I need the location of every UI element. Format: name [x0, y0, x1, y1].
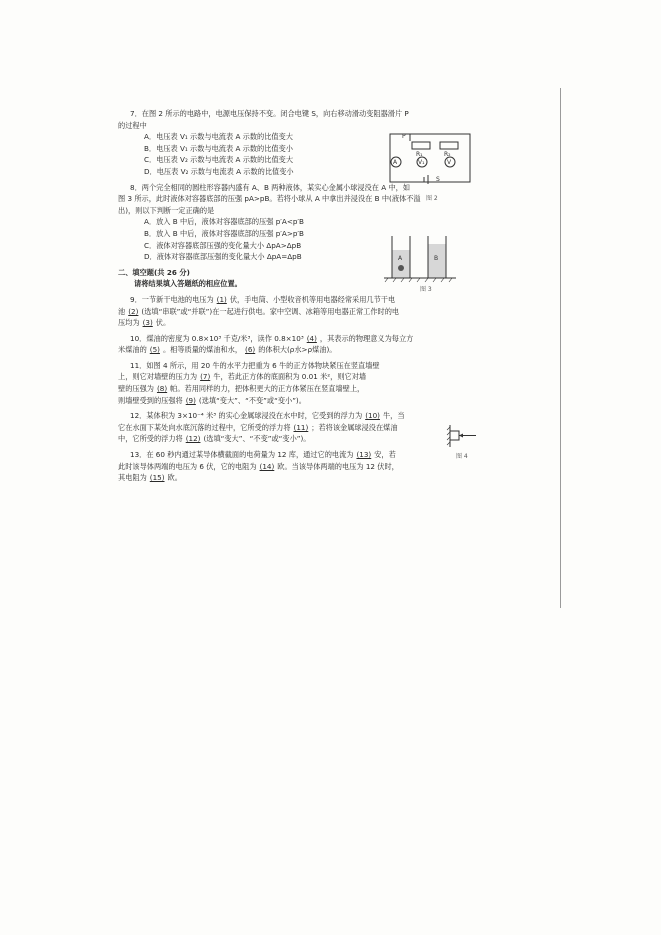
q8-stem-cont: 图 3 所示，此时液体对容器底部的压强 pA>pB。若将小球从 A 中拿出并浸没在 B 中(液体不溢	[118, 194, 421, 204]
scan-edge-line	[560, 88, 561, 608]
blank-8: (8)	[156, 384, 168, 394]
blank-3: (3)	[142, 318, 153, 328]
figure-4-caption: 图 4	[456, 453, 468, 460]
blank-11: (11)	[293, 422, 309, 432]
q7-option-d: D．电压表 V₂ 示数与电流表 A 示数的比值变小	[144, 166, 294, 176]
label-v2: V	[447, 159, 452, 166]
label-r1: R₁	[416, 151, 423, 158]
blank-5: (5)	[149, 345, 160, 355]
label-container-a: A	[398, 255, 403, 262]
label-a: A	[393, 159, 398, 166]
q12-line2: 它在水面下某处向水底沉落的过程中，它所受的浮力将 (11) ；若将该金属球浸没在煤油	[118, 422, 398, 432]
q10-line2: 米煤油的 (5) 。相等质量的煤油和水， (6) 的体积大(ρ水>ρ煤油)。	[118, 345, 337, 355]
section-instruction: 请将结果填入答题纸的相应位置。	[134, 279, 242, 289]
q9-line3: 压均为 (3) 伏。	[118, 318, 171, 328]
exam-page	[118, 108, 548, 484]
blank-7: (7)	[200, 372, 211, 382]
blank-15: (15)	[149, 473, 165, 483]
label-v1: V₁	[418, 159, 425, 166]
q13-line1: 13．在 60 秒内通过某导体横截面的电荷量为 12 库，通过它的电流为 (13) 安，若	[130, 450, 396, 460]
q9-line2: 池 (2) (选填“串联”或“并联”)在一起进行供电。家中空调、冰箱等用电器正常工作时的电	[118, 306, 400, 316]
q13-line2: 此时该导体两端的电压为 6 伏，它的电阻为 (14) 欧。当该导体两端的电压为 12 伏时，	[118, 461, 399, 471]
q9-line1: 9．一节新干电池的电压为 (1) 伏，手电筒、小型收音机等用电器经常采用几节干电	[130, 294, 396, 304]
label-s: S	[436, 176, 440, 183]
label-container-b: B	[434, 255, 439, 262]
section-title: 二、填空题(共 26 分)	[118, 267, 190, 277]
blank-6: (6)	[245, 345, 256, 355]
q7-option-c: C．电压表 V₂ 示数与电流表 A 示数的比值变大	[144, 155, 294, 165]
blank-4: (4)	[306, 333, 317, 343]
label-p: P	[402, 133, 406, 140]
q10-line1: 10．煤油的密度为 0.8×10³ 千克/米³，读作 0.8×10³ (4) ，其表示的物理意义为每立方	[130, 333, 414, 343]
blank-9: (9)	[185, 395, 196, 405]
blank-12: (12)	[185, 434, 201, 444]
figure-2-circuit	[380, 128, 480, 190]
figure-3-containers	[382, 232, 458, 284]
blank-10: (10)	[365, 411, 380, 421]
q12-line3: 中，它所受的浮力将 (12) (选填“变大”、“不变”或“变小”)。	[118, 434, 311, 444]
q7-stem: 7．在图 2 所示的电路中，电源电压保持不变。闭合电键 S，向右移动滑动变阻器滑片 P	[130, 109, 409, 118]
q7-option-a: A．电压表 V₁ 示数与电流表 A 示数的比值变大	[144, 132, 293, 142]
q13-line3: 其电阻为 (15) 欧。	[118, 473, 182, 483]
q8-option-a: A．放入 B 中后，液体对容器底部的压强 p′A<p′B	[144, 217, 304, 227]
q7-stem-cont: 的过程中	[118, 120, 147, 130]
blank-13: (13)	[356, 450, 372, 460]
q11-line1: 11．如图 4 所示，用 20 牛的水平力把重为 6 牛的正方体物块紧压在竖直墙壁	[130, 360, 380, 370]
q8-option-d: D．液体对容器底部压强的变化量大小 ΔpA=ΔpB	[144, 252, 302, 262]
q11-line4: 则墙壁受到的压强将 (9) (选填“变大”、“不变”或“变小”)。	[118, 395, 306, 405]
q12-line1: 12．某体积为 3×10⁻⁴ 米³ 的实心金属球浸没在水中时，它受到的浮力为 (10) 牛，当	[130, 411, 405, 421]
q8-option-b: B．放入 B 中后，液体对容器底部的压强 p′A>p′B	[144, 228, 304, 238]
q8-option-c: C．液体对容器底部压强的变化量大小 ΔpA>ΔpB	[144, 240, 302, 250]
q8-stem: 8．两个完全相同的圆柱形容器内盛有 A、B 两种液体，某实心金属小球浸没在 A 中，如	[130, 182, 411, 192]
figure-2-caption: 图 2	[426, 195, 438, 202]
q11-line2: 上，则它对墙壁的压力为 (7) 牛，若此正方体的底面积为 0.01 米²，则它对墙	[118, 372, 367, 382]
q11-line3: 壁的压强为 (8) 帕。若用同样的力，把体积更大的正方体紧压在竖直墙壁上，	[118, 384, 365, 394]
figure-4-wall-block	[446, 424, 480, 448]
q7-option-b: B．电压表 V₁ 示数与电流表 A 示数的比值变小	[144, 143, 293, 153]
figure-3-caption: 图 3	[420, 286, 432, 293]
q8-stem-cont2: 出)，则以下判断一定正确的是	[118, 205, 215, 215]
blank-14: (14)	[259, 461, 275, 471]
blank-1: (1)	[216, 294, 227, 304]
label-r2: R₂	[444, 151, 451, 158]
blank-2: (2)	[128, 306, 139, 316]
